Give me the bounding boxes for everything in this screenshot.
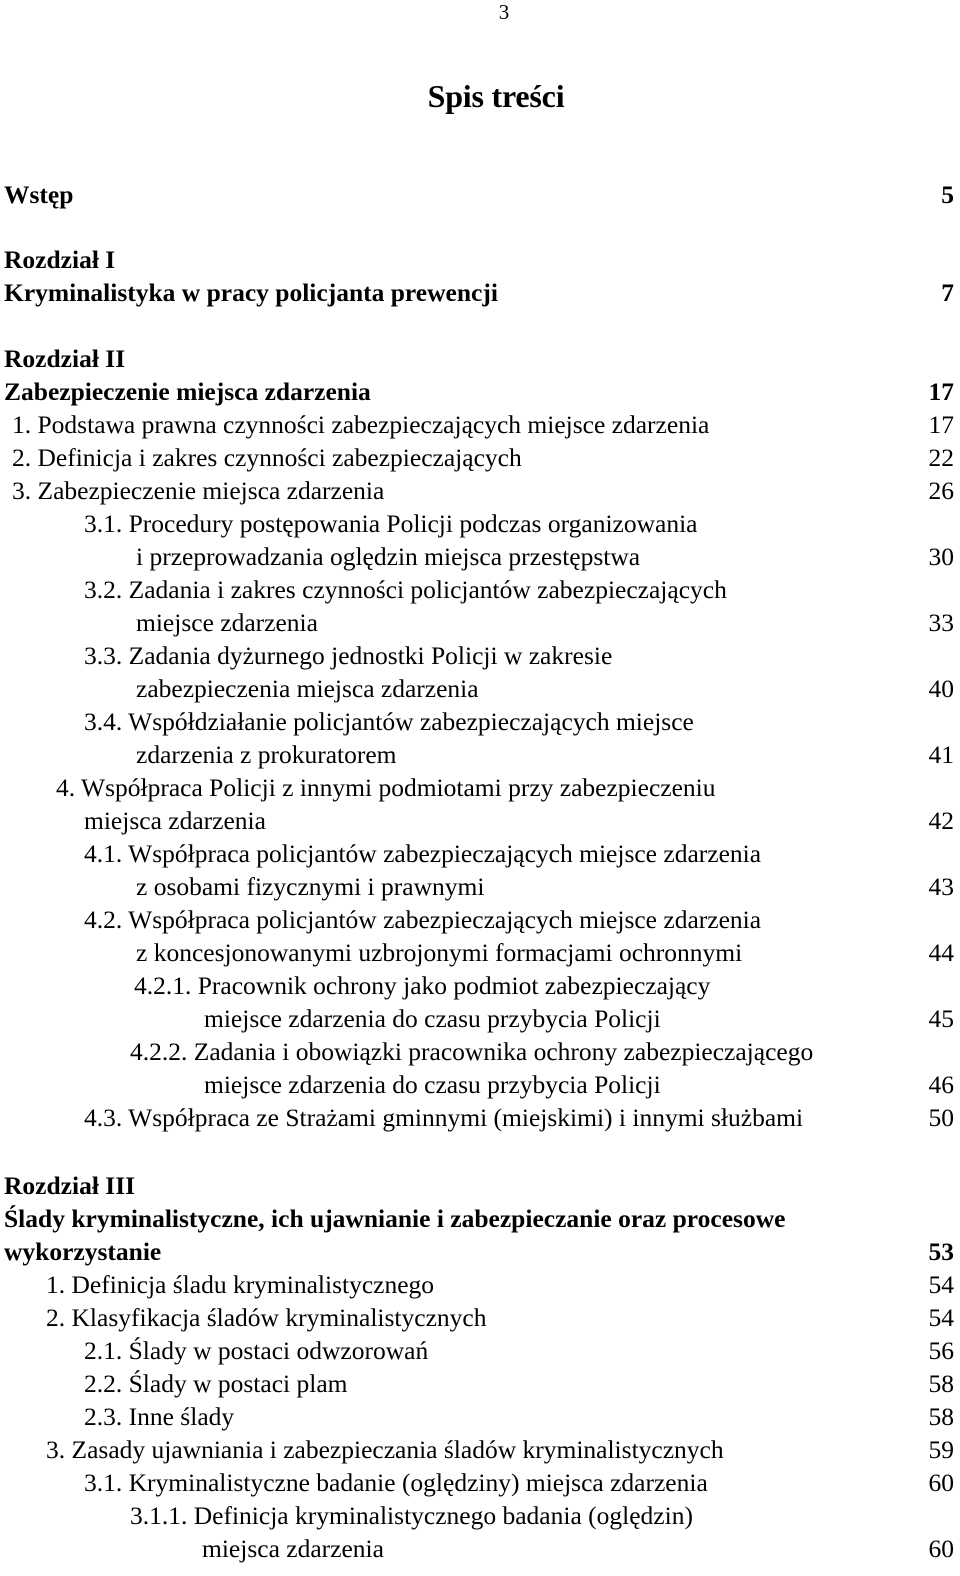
toc-entry [0,1002,960,1035]
toc-entry [0,1235,960,1268]
toc-entry-title: miejsce zdarzenia [136,608,318,637]
toc-entry-page: 33 [928,608,954,637]
toc-entry-page: 5 [941,180,954,209]
toc-entry-title: Rozdział III [4,1171,136,1200]
toc-entry [0,969,960,1002]
toc-entry [0,771,960,804]
toc-entry-page: 58 [928,1402,954,1431]
toc-entry-title: Zabezpieczenie miejsca zdarzenia [4,377,371,406]
toc-entry-page: 42 [928,806,954,835]
toc-entry-title: Rozdział II [4,344,126,373]
toc-entry-title: i przeprowadzania oględzin miejsca przestępstwa [136,542,641,571]
toc-entry-page: 54 [928,1270,954,1299]
toc-entry-title: 2.2. Ślady w postaci plam [84,1369,348,1398]
toc-entry-title: 1. Definicja śladu kryminalistycznego [46,1270,435,1299]
toc-entry-title: 3.1. Procedury postępowania Policji podczas organizowania [84,509,698,538]
toc-entry-page: 7 [941,278,954,307]
toc-entry [0,540,960,573]
toc-entry-title: miejsce zdarzenia do czasu przybycia Policji [204,1004,661,1033]
toc-entry-title: 3. Zabezpieczenie miejsca zdarzenia [12,476,385,505]
toc-entry-page: 56 [928,1336,954,1365]
toc-entry [0,441,960,474]
toc-entry [0,705,960,738]
toc-entry-page: 53 [928,1237,954,1266]
toc-entry [0,1268,960,1301]
toc-entry-page: 26 [928,476,954,505]
toc-entry-page: 22 [928,443,954,472]
toc-entry-title: 4.2. Współpraca policjantów zabezpieczających miejsce zdarzenia [84,905,762,934]
toc-entry-title: Wstęp [4,180,74,209]
toc-entry [0,1433,960,1466]
toc-entry-page: 46 [928,1070,954,1099]
toc-entry [0,375,960,408]
toc-entry [0,804,960,837]
toc-entry-title: zdarzenia z prokuratorem [136,740,397,769]
toc-entry-title: Kryminalistyka w pracy policjanta prewencji [4,278,498,307]
toc-entry [0,1466,960,1499]
toc-entry [0,507,960,540]
toc-entry-title: 2.1. Ślady w postaci odwzorowań [84,1336,429,1365]
toc-entry [0,1499,960,1532]
toc-entry-title: 4.3. Współpraca ze Strażami gminnymi (miejskimi) i innymi służbami [84,1103,804,1132]
toc-entry-page: 60 [928,1468,954,1497]
toc-entry [0,903,960,936]
toc-entry-page: 41 [928,740,954,769]
toc-entry [0,870,960,903]
toc-entry-title: 3.2. Zadania i zakres czynności policjantów zabezpieczających [84,575,727,604]
toc-entry [0,672,960,705]
toc-entry [0,639,960,672]
toc-entry [0,178,960,211]
page-number: 3 [498,0,510,24]
toc-entry [0,474,960,507]
toc-entry-title: 2.3. Inne ślady [84,1402,235,1431]
toc-entry [0,1101,960,1134]
toc-entry [0,738,960,771]
toc-entry [0,1532,960,1565]
toc-entry-title: 1. Podstawa prawna czynności zabezpieczających miejsce zdarzenia [12,410,710,439]
toc-entry-title: 3.4. Współdziałanie policjantów zabezpieczających miejsce [84,707,694,736]
toc-entry [0,1334,960,1367]
toc-entry [0,1202,960,1235]
toc-entry [0,837,960,870]
toc-entry-title: 3.1. Kryminalistyczne badanie (oględziny) miejsca zdarzenia [84,1468,708,1497]
toc-entry [0,276,960,309]
toc-entry-page: 17 [928,377,954,406]
toc-entry [0,1035,960,1068]
toc-entry-title: 3. Zasady ujawniania i zabezpieczania śladów kryminalistycznych [46,1435,724,1464]
toc-entry-title: 3.3. Zadania dyżurnego jednostki Policji w zakresie [84,641,613,670]
toc-entry [0,1400,960,1433]
toc-entry-title: zabezpieczenia miejsca zdarzenia [136,674,479,703]
toc-entry-title: 2. Definicja i zakres czynności zabezpieczających [12,443,522,472]
toc-entry [0,606,960,639]
toc-entry [0,243,960,276]
toc-entry-page: 54 [928,1303,954,1332]
toc-entry [0,342,960,375]
toc-entry-title: miejsca zdarzenia [202,1534,384,1563]
toc-entry-page: 60 [928,1534,954,1563]
toc-entry [0,1068,960,1101]
toc-entry-title: z koncesjonowanymi uzbrojonymi formacjami ochronnymi [136,938,743,967]
toc-entry-page: 58 [928,1369,954,1398]
toc-entry-title: 4. Współpraca Policji z innymi podmiotami przy zabezpieczeniu [56,773,716,802]
toc-entry-page: 50 [928,1103,954,1132]
toc-entry-page: 59 [928,1435,954,1464]
toc-entry [0,573,960,606]
toc-entry-title: Rozdział I [4,245,116,274]
toc-entry-title: 4.2.2. Zadania i obowiązki pracownika ochrony zabezpieczającego [130,1037,814,1066]
toc-entry-page: 43 [928,872,954,901]
toc-entry [0,1301,960,1334]
toc-entry-title: miejsce zdarzenia do czasu przybycia Policji [204,1070,661,1099]
toc-entry-page: 17 [928,410,954,439]
toc-entry-title: Ślady kryminalistyczne, ich ujawnianie i zabezpieczanie oraz procesowe [4,1204,786,1233]
toc-entry-title: z osobami fizycznymi i prawnymi [136,872,485,901]
toc-entry-title: 2. Klasyfikacja śladów kryminalistycznych [46,1303,487,1332]
toc-entry-page: 44 [928,938,954,967]
toc-entry-title: wykorzystanie [4,1237,162,1266]
toc-entry-title: miejsca zdarzenia [84,806,266,835]
page-title: Spis treści [427,78,565,114]
toc-entry [0,408,960,441]
toc-entry-title: 4.1. Współpraca policjantów zabezpieczających miejsce zdarzenia [84,839,762,868]
toc-entry [0,1367,960,1400]
toc-entry [0,1169,960,1202]
toc-entry-title: 3.1.1. Definicja kryminalistycznego badania (oględzin) [130,1501,693,1530]
toc-entry-title: 4.2.1. Pracownik ochrony jako podmiot zabezpieczający [134,971,711,1000]
toc-entry-page: 45 [928,1004,954,1033]
toc-entry-page: 30 [928,542,954,571]
toc-entry [0,936,960,969]
toc-entry-page: 40 [928,674,954,703]
